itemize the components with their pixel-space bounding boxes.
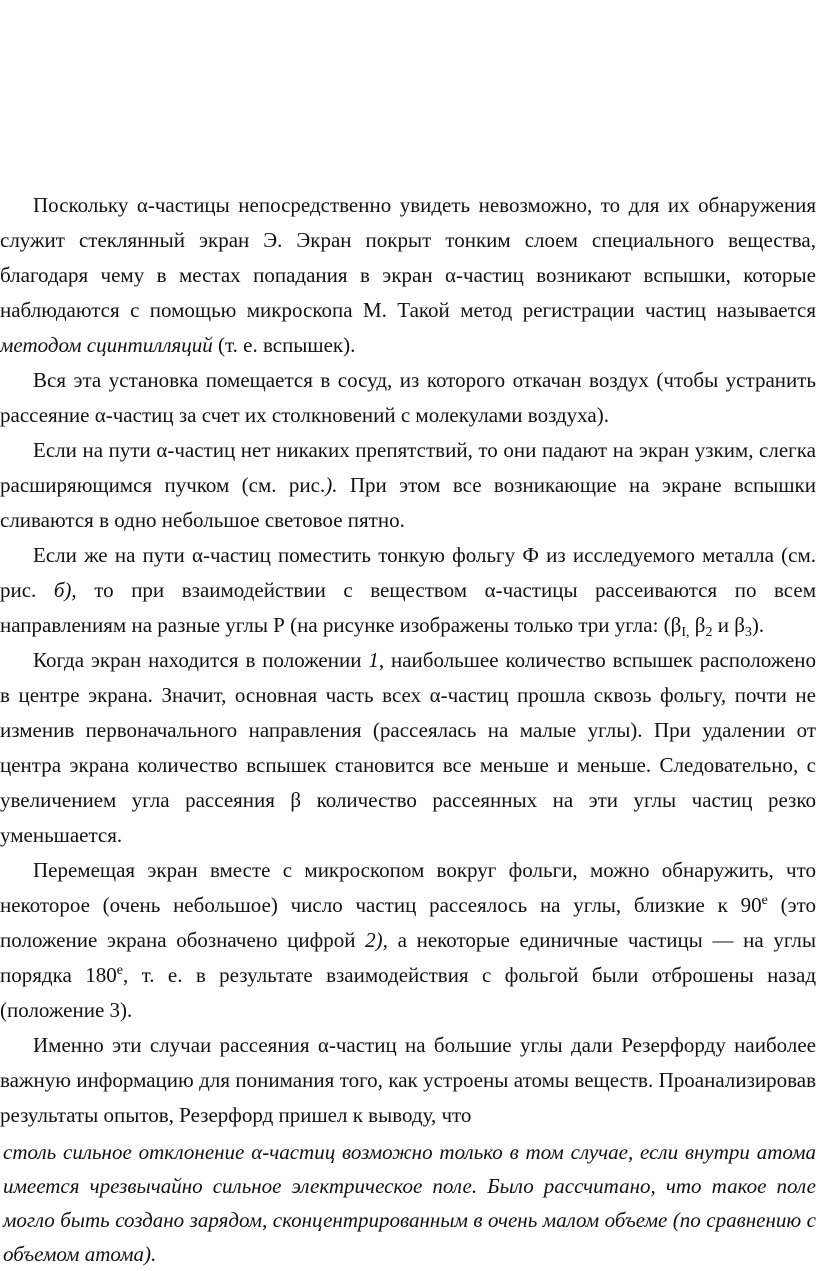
text: то при взаимодействии с веществом α-частицы рассеиваются по всем направлениям на разные углы Р (на рисунке изображены только три угла: (β [0, 578, 816, 637]
text: Когда экран находится в положении [33, 648, 369, 672]
paragraph-foil [0, 538, 816, 643]
italic-ref: 1, [368, 648, 385, 672]
text: Вся эта установка помещается в сосуд, из которого откачан воздух (чтобы устранить рассеяние α-частиц за счет их столкновений с молекулами воздуха). [0, 368, 816, 427]
text: и β [712, 613, 745, 637]
superscript: е [761, 893, 768, 908]
italic-term: методом сцинтилляций [0, 333, 213, 357]
text: а некоторые единичные частицы — на углы порядка 180 [0, 928, 816, 987]
text: наибольшее количество вспышек расположено в центре экрана. Значит, основная часть всех α-частиц прошла сквозь фольгу, почти не изменив первоначального направления (рассеялась на малые углы). При удалении от центра экрана количество вспышек становится все меньше и меньше. Следовательно, с увеличением угла рассеяния β количество рассеянных на эти углы частиц резко уменьшается. [0, 648, 816, 847]
superscript: е [116, 963, 123, 978]
paragraph-no-obstacle [0, 433, 816, 538]
subscript: I, [681, 625, 690, 640]
text: (это положение экрана обозначено цифрой [0, 893, 816, 952]
subscript: 2 [705, 625, 713, 640]
paragraph-vacuum [0, 363, 816, 433]
paragraph-large-angles [0, 853, 816, 1028]
text: Перемещая экран вместе с микроскопом вокруг фольги, можно обнаружить, что некоторое (очень небольшое) число частиц рассеялось на углы, близкие к 90 [0, 858, 816, 917]
text: ). [751, 613, 765, 637]
document-page [0, 188, 816, 1271]
paragraph-scintillation [0, 188, 816, 363]
text: Если же на пути α-частиц поместить тонкую фольгу Ф из исследуемого металла (см. рис. [0, 543, 816, 602]
text: , т. е. в результате взаимодействия с фольгой были отброшены назад (положение 3). [0, 963, 816, 1022]
italic-ref: б), [53, 578, 77, 602]
text: При этом все возникающие на экране вспышки сливаются в одно небольшое световое пятно. [0, 473, 816, 532]
text: Именно эти случаи рассеяния α-частиц на большие углы дали Резерфорду наиболее важную информацию для понимания того, как устроены атомы веществ. Проанализировав результаты опытов, Резерфорд пришел к выводу, что [0, 1033, 816, 1127]
text: β [689, 613, 706, 637]
text: Поскольку α-частицы непосредственно увидеть невозможно, то для их обнаружения служит стеклянный экран Э. Экран покрыт тонким слоем специального вещества, благодаря чему в местах попадания в экран α-частиц возникают вспышки, которые наблюдаются с помощью микроскопа М. Такой метод регистрации частиц называется [0, 193, 816, 322]
text: (т. е. вспышек). [212, 333, 356, 357]
subscript: 3 [744, 625, 752, 640]
conclusion-quote [3, 1133, 816, 1271]
text: Если на пути α-частиц нет никаких препятствий, то они падают на экран узким, слегка расширяющимся пучком (см. рис. [0, 438, 816, 497]
paragraph-position-1 [0, 643, 816, 853]
text: столь сильное отклонение α-частиц возможно только в том случае, если внутри атома имеется чрезвычайно сильное электрическое поле. Было рассчитано, что такое поле могло быть создано зарядом, сконцентрированным в очень малом объеме (по сравнению с объемом атома). [3, 1140, 816, 1266]
paragraph-rutherford [0, 1028, 816, 1133]
italic-ref: ). [325, 473, 338, 497]
italic-ref: 2), [365, 928, 388, 952]
